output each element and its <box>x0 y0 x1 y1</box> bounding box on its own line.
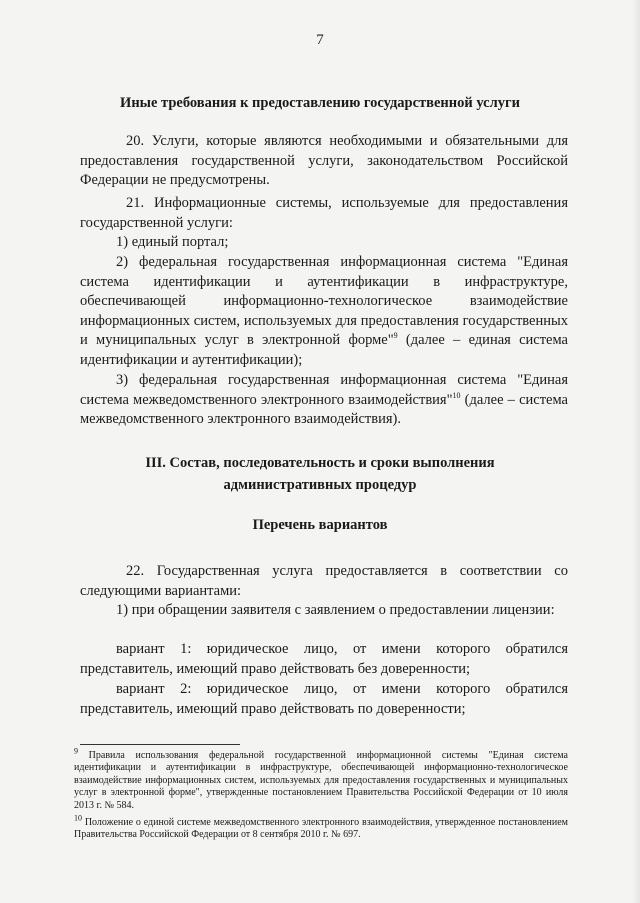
page-number: 7 <box>316 32 324 48</box>
subheading-variants: Перечень вариантов <box>252 517 388 533</box>
footnote-9-text: Правила использования федеральной государственной информационной системы "Единая система идентификации и аутентификации в инфраструктуре, обеспечивающей информационно-технологическое взаимодействие информационных систем, используемых для предоставления государственных и муниципальных услуг в электронной форме", утвержденные постановлением Правительства Российской Федерации от 10 июля 2013 г. № 584. <box>74 750 568 811</box>
section-title-line-2: административных процедур <box>223 477 417 493</box>
footnote-10-text: Положение о единой системе межведомственного электронного взаимодействия, утвержденное постановлением Правительства Российской Федерации от 8 сентября 2010 г. № 697. <box>74 817 568 841</box>
list-item-1: 1) единый портал; <box>116 234 229 250</box>
heading-other-requirements: Иные требования к предоставлению государственной услуги <box>120 95 520 111</box>
list-item-3 <box>80 371 568 430</box>
list-item-3-tail: (далее – система межведомственного электронного взаимодействия). <box>80 391 568 428</box>
variant-2: вариант 2: юридическое лицо, от имени которого обратился представитель, имеющий право действовать по доверенности; <box>80 681 568 717</box>
scan-edge-shadow <box>632 0 640 903</box>
footnote-ref-10: 10 <box>452 390 461 400</box>
list-item-2-tail: (далее – единая система идентификации и аутентификации); <box>80 332 568 368</box>
sub-item-1: 1) при обращении заявителя с заявлением о предоставлении лицензии: <box>116 602 555 618</box>
footnote-10-mark: 10 <box>74 813 82 823</box>
variant-1: вариант 1: юридическое лицо, от имени которого обратился представитель, имеющий право действовать без доверенности; <box>80 641 568 677</box>
footnote-10 <box>74 813 568 842</box>
paragraph-20: 20. Услуги, которые являются необходимыми и обязательными для предоставления государственной услуги, законодательством Российской Федерации не предусмотрены. <box>80 133 568 189</box>
list-item-3-text: 3) федеральная государственная информационная система "Единая система межведомственного электронного взаимодействия" <box>80 372 568 408</box>
footnote-9-mark: 9 <box>74 746 78 756</box>
list-item-2-text: 2) федеральная государственная информационная система "Единая система идентификации и аутентификации в инфраструктуре, обеспечивающей информационно-технологическое взаимодействие информационных систем, используемых для предоставления государственных и муниципальных услуг в электронной форме" <box>80 254 568 349</box>
footnote-9 <box>74 746 568 812</box>
section-title-line-1: III. Состав, последовательность и сроки выполнения <box>145 455 495 471</box>
footnote-separator <box>80 744 240 745</box>
footnote-ref-9: 9 <box>393 331 398 341</box>
paragraph-22: 22. Государственная услуга предоставляется в соответствии со следующими вариантами: <box>80 563 568 599</box>
paragraph-21: 21. Информационные системы, используемые для предоставления государственной услуги: <box>80 195 568 231</box>
list-item-2 <box>80 253 568 371</box>
